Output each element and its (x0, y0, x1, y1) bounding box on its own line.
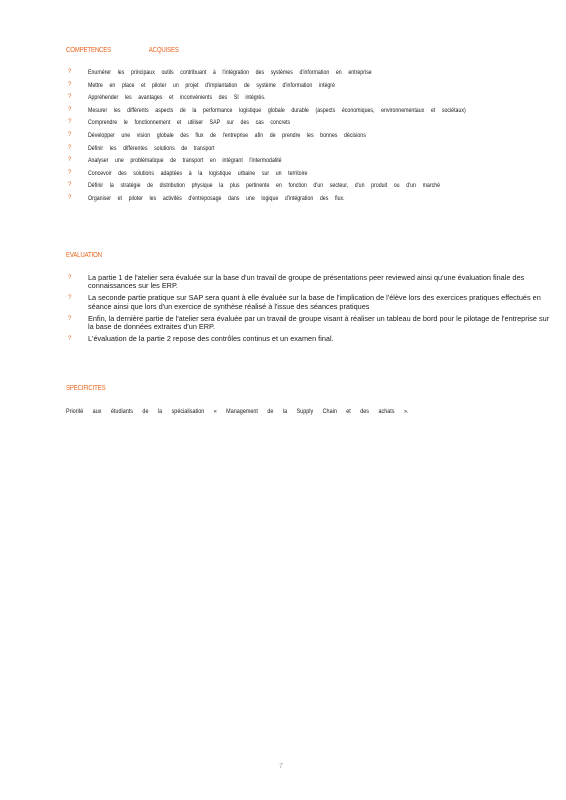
bullet-icon: ? (68, 144, 72, 151)
list-item: ? Enumérer les principaux outils contribuant à l'intégration des systèmes d'information en entreprise (68, 69, 372, 76)
list-item: ? Mettre en place et piloter un projet d'implantation de système d'information intégré (68, 81, 335, 89)
bullet-icon: ? (68, 131, 72, 138)
bullet-icon: ? (68, 336, 72, 343)
competences-heading-part1: COMPETENCES (66, 45, 112, 54)
competences-heading (66, 45, 179, 54)
competences-heading-part2: ACQUISES (148, 45, 179, 54)
specificites-heading: SPECIFICITES (66, 383, 106, 392)
list-item: ? Enfin, la dernière partie de l'atelier sera évaluée par un travail de groupe visant à réaliser un tableau de bord pour le pilotage de l'entreprise sur la base de données extraites d'un ERP. (68, 313, 550, 332)
evaluation-list (66, 274, 556, 347)
evaluation-heading: EVALUATION (66, 250, 102, 259)
bullet-icon: ? (68, 275, 72, 281)
bullet-icon: ? (68, 295, 72, 302)
bullet-icon: ? (68, 157, 72, 164)
bullet-icon: ? (68, 315, 72, 322)
list-item: ? Comprendre le fonctionnement et utiliser SAP sur des cas concrets (68, 119, 291, 127)
list-item: ? L'évaluation de la partie 2 repose des contrôles continus et un examen final. (68, 334, 334, 344)
bullet-icon: ? (68, 119, 72, 126)
list-item: ? Définir la stratégie de distribution physique la plus pertinente en fonction d'un secteur, d'un produit ou d'un marché (68, 182, 441, 190)
bullet-icon: ? (68, 106, 72, 113)
bullet-icon: ? (68, 169, 72, 176)
specificites-text: Priorité aux étudiants de la spécialisation « Management de la Supply Chain et des achats ». (66, 408, 409, 415)
competences-list (66, 69, 496, 208)
list-item: ? Analyser une problématique de transport en intégrant l'intermodalité (68, 157, 282, 165)
list-item: ? Définir les différentes solutions de transport (68, 144, 215, 152)
list-item: ? Appréhender les avantages et inconvénients des SI intégrés. (68, 94, 266, 102)
bullet-icon: ? (68, 69, 72, 75)
list-item: ? Concevoir des solutions adaptées à la logistique urbaine sur un territoire (68, 169, 308, 177)
bullet-icon: ? (68, 81, 72, 88)
page-number: 7 (279, 763, 283, 770)
bullet-icon: ? (68, 194, 72, 201)
bullet-icon: ? (68, 94, 72, 101)
list-item: ? La seconde partie pratique sur SAP sera quant à elle évaluée sur la base de l'implication de l'élève lors des exercices pratiques effectués en séance ainsi que lors d'un exercice de synthèse réalisé à l'issue des séances pratiques (68, 293, 541, 311)
list-item: ? Organiser et piloter les activités d'entreposage dans une logique d'intégration des flux. (68, 194, 345, 202)
bullet-icon: ? (68, 182, 72, 189)
list-item: ? Mesurer les différents aspects de la performance logistique globale durable (aspects économiques, environnementaux et sociétaux) (68, 106, 466, 114)
list-item: ? Développer une vision globale des flux de l'entreprise afin de prendre les bonnes décisions (68, 131, 366, 139)
list-item: ? La partie 1 de l'atelier sera évaluée sur la base d'un travail de groupe de présentations peer reviewed ainsi qu'une évaluation finale des connaissances sur les ERP. (68, 273, 525, 291)
